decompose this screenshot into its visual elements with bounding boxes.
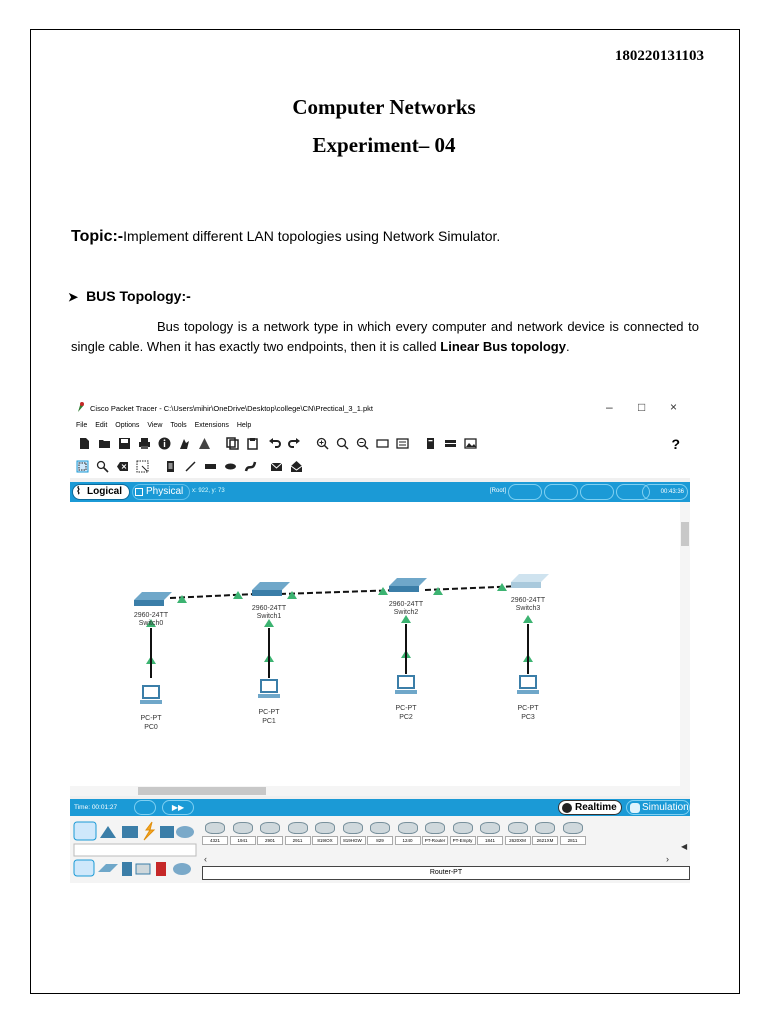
topic-text: Implement different LAN topologies using Network Simulator. <box>123 228 501 244</box>
paragraph-text: Bus topology is a network type in which every computer and network device is connected to single cable. When it has exactly two endpoints, then it is called <box>71 319 699 354</box>
device-template-icon[interactable] <box>444 437 457 450</box>
components-category-icon[interactable] <box>122 826 138 838</box>
open-folder-icon[interactable] <box>98 437 111 450</box>
selected-device-label: Router-PT <box>202 866 690 880</box>
router-model-item[interactable] <box>505 822 531 845</box>
back-button[interactable] <box>508 484 542 500</box>
category-label-box <box>74 844 196 856</box>
router-icon <box>233 822 253 834</box>
router-model-item[interactable] <box>285 822 311 845</box>
tab-logical[interactable] <box>72 484 130 500</box>
router-model-item[interactable] <box>202 822 228 845</box>
main-toolbar <box>70 432 690 456</box>
topic-label: Topic:- <box>71 228 124 245</box>
activity-wizard-icon[interactable] <box>178 437 191 450</box>
router-model-item[interactable] <box>230 822 256 845</box>
end-devices-category-icon[interactable] <box>100 826 116 838</box>
power-cycle-button[interactable] <box>134 800 156 815</box>
connections-category-icon[interactable] <box>144 822 154 840</box>
copy-icon[interactable] <box>226 437 239 450</box>
undo-icon[interactable] <box>268 437 281 450</box>
network-devices-category-icon[interactable] <box>74 822 96 840</box>
router-icon <box>288 822 308 834</box>
pc2-icon[interactable] <box>395 676 417 694</box>
pc0-model: PC-PT <box>140 715 162 722</box>
router-model-label: 819HGW <box>340 836 366 845</box>
tab-physical[interactable] <box>132 484 190 500</box>
pc1-model: PC-PT <box>258 709 280 716</box>
pc3-model: PC-PT <box>517 705 539 712</box>
switches-subcategory-icon[interactable] <box>98 864 118 872</box>
router-model-item[interactable] <box>450 822 476 845</box>
arrow-bullet-icon: ➤ <box>68 290 79 304</box>
resize-shape-icon[interactable] <box>136 460 149 473</box>
drawing-palette-icon[interactable] <box>376 437 389 450</box>
horizontal-scroll-thumb[interactable] <box>138 787 266 795</box>
pc0-name: PC0 <box>144 724 158 731</box>
paragraph-bold-term: Linear Bus topology <box>440 339 566 354</box>
router-model-item[interactable] <box>257 822 283 845</box>
menu-help[interactable]: Help <box>236 422 252 429</box>
router-icon <box>343 822 363 834</box>
simulation-label: Simulation <box>642 802 689 813</box>
router-icon <box>260 822 280 834</box>
switch1-name: Switch1 <box>256 613 282 620</box>
picture-icon[interactable] <box>464 437 477 450</box>
bus-link-dashed <box>170 586 520 598</box>
fast-forward-icon[interactable]: ▶▶ <box>162 800 194 815</box>
pc2-model: PC-PT <box>395 705 417 712</box>
network-info-icon[interactable] <box>198 437 211 450</box>
vertical-scrollbar[interactable] <box>680 502 690 786</box>
experiment-title: Experiment– 04 <box>312 133 456 157</box>
coordinate-readout: x: 922, y: 73 <box>192 488 225 494</box>
switch2-icon[interactable] <box>389 578 427 592</box>
new-file-icon[interactable] <box>78 437 91 450</box>
router-icon <box>315 822 335 834</box>
router-model-label: 2620XM <box>505 836 531 845</box>
scroll-left-icon[interactable]: ‹ <box>204 854 207 864</box>
root-label[interactable]: [Root] <box>490 488 507 494</box>
close-button[interactable]: × <box>670 400 678 414</box>
menu-file[interactable]: File <box>76 422 88 429</box>
section-heading-text: BUS Topology:- <box>86 288 191 304</box>
add-simple-pdu-icon[interactable] <box>270 460 283 473</box>
menu-options[interactable]: Options <box>115 422 140 429</box>
multiuser-category-icon[interactable] <box>176 826 194 838</box>
pc2-name: PC2 <box>399 714 413 721</box>
vertical-scroll-thumb[interactable] <box>681 522 689 546</box>
logical-icon: ⌇ <box>76 486 81 497</box>
router-icon <box>205 822 225 834</box>
redo-icon[interactable] <box>288 437 301 450</box>
custom-device-icon[interactable] <box>396 437 409 450</box>
draw-rectangle-icon[interactable] <box>204 460 217 473</box>
router-model-label: 829 <box>367 836 393 845</box>
menu-edit[interactable]: Edit <box>95 422 108 429</box>
router-model-item[interactable] <box>367 822 393 845</box>
link-status-arrows <box>146 583 533 664</box>
place-note-icon[interactable] <box>164 460 177 473</box>
tab-logical-label: Logical <box>87 486 123 497</box>
secondary-toolbar <box>70 456 690 478</box>
switch3-model: 2960-24TT <box>510 597 546 604</box>
panel-collapse-icon[interactable]: ◀ <box>681 842 688 851</box>
hubs-subcategory-icon[interactable] <box>122 862 132 876</box>
window-titlebar <box>70 396 690 420</box>
topic-line <box>71 228 500 246</box>
print-icon[interactable] <box>138 437 151 450</box>
pc0-icon[interactable] <box>140 686 162 704</box>
physical-icon <box>135 488 143 496</box>
router-icon <box>535 822 555 834</box>
router-model-label: 1941 <box>230 836 256 845</box>
pc3-name: PC3 <box>521 714 535 721</box>
menu-bar <box>70 420 690 432</box>
draw-line-icon[interactable] <box>184 460 197 473</box>
realtime-mode-button[interactable] <box>558 800 622 815</box>
switch0-model: 2960-24TT <box>133 612 169 619</box>
maximize-button[interactable]: □ <box>638 400 646 414</box>
router-model-label: 2901 <box>257 836 283 845</box>
topology-diagram <box>70 502 680 786</box>
minimize-button[interactable]: – <box>606 400 613 414</box>
router-model-label: 2811 <box>560 836 586 845</box>
switch1-model: 2960-24TT <box>251 605 287 612</box>
routers-subcategory-icon[interactable] <box>74 860 94 876</box>
router-model-label: 2621XM <box>532 836 558 845</box>
router-icon <box>425 822 445 834</box>
realtime-label: Realtime <box>575 802 617 813</box>
document-title: Computer Networks <box>292 95 476 119</box>
router-model-item[interactable] <box>395 822 421 845</box>
switch3-name: Switch3 <box>515 605 541 612</box>
router-model-label: 1841 <box>477 836 503 845</box>
viewport-timer[interactable]: 00:43:36 <box>642 484 688 500</box>
packet-tracer-logo-icon <box>76 401 86 413</box>
workspace-bar <box>70 482 690 502</box>
add-complex-pdu-icon[interactable] <box>290 460 303 473</box>
clock-icon <box>562 803 572 813</box>
router-icon <box>563 822 583 834</box>
pc-switch-links <box>151 624 528 678</box>
realtime-bar <box>70 799 690 816</box>
packet-tracer-window <box>70 396 690 883</box>
router-icon <box>370 822 390 834</box>
router-icon <box>508 822 528 834</box>
pc3-icon[interactable] <box>517 676 539 694</box>
zoom-out-icon[interactable] <box>356 437 369 450</box>
router-model-item[interactable] <box>422 822 448 845</box>
switch2-name: Switch2 <box>393 609 419 616</box>
logical-workspace[interactable] <box>70 502 680 786</box>
router-model-item[interactable] <box>312 822 338 845</box>
router-icon <box>398 822 418 834</box>
new-cluster-button[interactable] <box>544 484 578 500</box>
router-model-item[interactable] <box>532 822 558 845</box>
switch0-name: Switch0 <box>138 620 164 627</box>
menu-extensions[interactable]: Extensions <box>194 422 229 429</box>
menu-tools[interactable]: Tools <box>170 422 187 429</box>
delete-icon[interactable] <box>116 460 129 473</box>
device-panel <box>70 816 690 883</box>
router-model-item[interactable] <box>340 822 366 845</box>
help-icon[interactable]: ? <box>671 436 680 452</box>
device-categories <box>72 820 200 880</box>
viewport-icon[interactable] <box>424 437 437 450</box>
window-title: Cisco Packet Tracer - C:\Users\mihir\OneDrive\Desktop\college\CN\Prectical_3_1.pkt <box>90 404 374 413</box>
time-readout: Time: 00:01:27 <box>74 804 118 811</box>
pc1-name: PC1 <box>262 718 276 725</box>
wan-emulation-subcategory-icon[interactable] <box>173 863 191 875</box>
paste-icon[interactable] <box>246 437 259 450</box>
freeform-icon[interactable] <box>244 460 257 473</box>
save-icon[interactable] <box>118 437 131 450</box>
router-model-label: 819IOX <box>312 836 338 845</box>
simulation-mode-button[interactable] <box>626 800 690 815</box>
tab-physical-label: Physical <box>146 486 184 497</box>
select-icon[interactable] <box>76 460 89 473</box>
router-model-label: PT-Empty <box>450 836 476 845</box>
stopwatch-icon <box>630 803 640 813</box>
scroll-right-icon[interactable]: › <box>666 854 669 864</box>
inspect-icon[interactable] <box>96 460 109 473</box>
roll-number: 180220131103 <box>614 48 704 64</box>
router-model-label: 4321 <box>202 836 228 845</box>
router-model-item[interactable] <box>477 822 503 845</box>
menu-view[interactable]: View <box>147 422 163 429</box>
description-paragraph <box>71 317 699 357</box>
info-icon[interactable] <box>158 437 171 450</box>
router-icon <box>453 822 473 834</box>
section-heading <box>68 288 191 304</box>
router-model-label: PT-Router <box>422 836 448 845</box>
wireless-subcategory-icon[interactable] <box>136 864 150 874</box>
zoom-in-icon[interactable] <box>316 437 329 450</box>
zoom-reset-icon[interactable] <box>336 437 349 450</box>
security-subcategory-icon[interactable] <box>156 862 166 876</box>
pc1-icon[interactable] <box>258 680 280 698</box>
paragraph-end: . <box>565 339 570 354</box>
misc-category-icon[interactable] <box>160 826 174 838</box>
move-object-button[interactable] <box>580 484 614 500</box>
draw-ellipse-icon[interactable] <box>224 460 237 473</box>
switch2-model: 2960-24TT <box>388 601 424 608</box>
router-model-label: 2911 <box>285 836 311 845</box>
switch0-icon[interactable] <box>134 592 172 606</box>
router-model-item[interactable] <box>560 822 586 845</box>
horizontal-scrollbar[interactable] <box>70 786 690 796</box>
router-icon <box>480 822 500 834</box>
router-model-list <box>202 822 690 854</box>
switch3-icon[interactable] <box>511 574 549 588</box>
router-model-label: 1240 <box>395 836 421 845</box>
